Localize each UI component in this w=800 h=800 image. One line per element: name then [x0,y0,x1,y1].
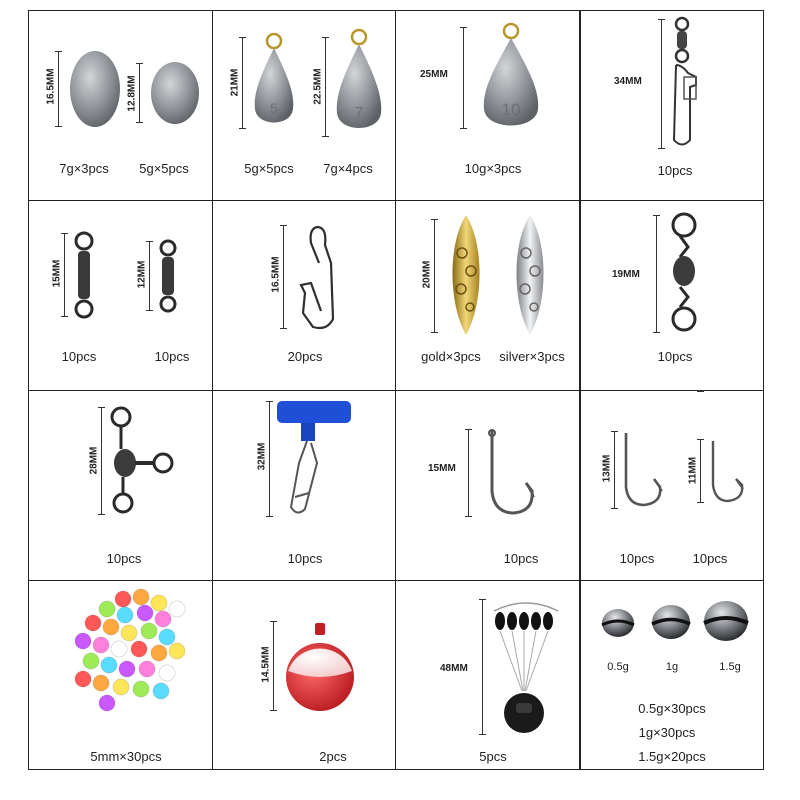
split-shot-icon [702,599,750,643]
split-shot-icon [600,607,636,639]
dimension-label: 15MM [428,463,456,474]
dimension-bar [269,401,270,517]
snap-icon [295,223,345,333]
cell-bobbers [213,581,395,771]
quantity-label: 0.5g×30pcs [638,701,706,716]
dimension-bar [661,19,662,149]
sinker-slide-icon [275,397,355,527]
bead [75,633,91,649]
bead [151,595,167,611]
dimension-label: 28MM [88,446,100,475]
quantity-label: 1g×30pcs [638,725,696,740]
dimension-bar [700,439,701,503]
cell-bell-sinkers [213,11,395,200]
quantity-label: 10pcs [692,551,728,566]
spinner-blade-icon [508,213,552,337]
dimension-bar [64,233,65,317]
quantity-label: gold×3pcs [421,349,481,364]
dimension-bar [149,241,150,311]
bell-sinker-icon [249,31,299,131]
cell-float-stoppers [396,581,579,771]
quantity-label: 10pcs [503,551,539,566]
sinker-mark: 7 [354,104,364,121]
dimension-bar [434,219,435,333]
weight-label: 1.5g [719,661,741,673]
cell-split-shot [580,581,765,771]
dimension-bar [242,37,243,129]
quantity-label: 7g×4pcs [323,161,373,176]
dimension-bar [325,37,326,137]
quantity-label: 10pcs [657,163,693,178]
bead [75,671,91,687]
cell-snap-swivel [580,11,765,200]
quantity-label: 5g×5pcs [139,161,189,176]
bead [83,653,99,669]
bell-sinker-icon [331,27,387,135]
quantity-label: 10pcs [619,551,655,566]
dimension-label: 19MM [612,269,640,280]
dimension-label: 12.8MM [126,75,138,112]
bead [111,641,127,657]
bead [159,629,175,645]
quantity-label: 10pcs [106,551,142,566]
cell-hooks-15mm [396,391,579,580]
quantity-label: 7g×3pcs [59,161,109,176]
cell-barrel-swivel [580,201,765,390]
quantity-label: 10pcs [154,349,190,364]
dimension-bar [273,621,274,711]
bead [101,657,117,673]
dimension-label: 20MM [421,260,433,289]
dimension-bar [139,63,140,123]
bead [169,643,185,659]
float-stopper-icon [486,591,566,741]
dimension-label: 48MM [440,663,468,674]
bead [141,623,157,639]
dimension-bar [58,51,59,127]
bead [169,601,185,617]
dimension-label: 13MM [601,454,613,483]
cell-sinker-slides [213,391,395,580]
bead [115,591,131,607]
cell-spinner-blades [396,201,579,390]
dimension-label: 32MM [256,442,268,471]
split-shot-icon [650,603,692,641]
quantity-label: 20pcs [287,349,323,364]
quantity-label: 10pcs [61,349,97,364]
cell-rolling-swivels [29,201,212,390]
dimension-label: 15MM [51,259,63,288]
bead [117,607,133,623]
dimension-bar [283,225,284,329]
hook-icon [620,431,670,511]
bead [85,615,101,631]
dimension-bar [468,429,469,517]
quantity-label: 10g×3pcs [464,161,522,176]
bead [103,619,119,635]
bead [137,605,153,621]
bead [153,683,169,699]
bead [99,601,115,617]
bead [113,679,129,695]
beads-icon [63,591,193,721]
cell-beads [29,581,212,771]
quantity-label: 5g×5pcs [244,161,294,176]
egg-sinker-icon [147,59,207,129]
quantity-label: 1.5g×20pcs [638,749,706,764]
quantity-label: 5pcs [479,749,507,764]
cell-egg-sinkers [29,11,212,200]
bead [133,589,149,605]
cell-large-sinker [396,11,579,200]
dimension-label: 12MM [136,260,148,289]
egg-sinker-icon [65,49,125,129]
rolling-swivel-icon [153,239,183,315]
bead [151,645,167,661]
quantity-label: 10pcs [287,551,323,566]
barrel-swivel-icon [664,211,704,335]
bead [93,637,109,653]
snap-swivel-icon [668,15,708,150]
three-way-swivel-icon [107,405,177,515]
dimension-bar [463,27,464,129]
weight-label: 1g [665,661,679,673]
sinker-mark: 10 [501,100,521,119]
bead [155,611,171,627]
bobber-icon [283,621,359,717]
bead [119,661,135,677]
dimension-label: 34MM [614,76,642,87]
quantity-label: 5mm×30pcs [90,749,162,764]
cell-hooks-small [580,391,765,580]
cell-snaps [213,201,395,390]
dimension-label: 16.5MM [45,68,57,105]
rolling-swivel-icon [69,231,99,321]
quantity-label: silver×3pcs [499,349,565,364]
dimension-bar [101,407,102,515]
quantity-label: 2pcs [319,749,347,764]
spinner-blade-icon [444,213,488,337]
bead [131,641,147,657]
cell-three-way-swivel [29,391,212,580]
hook-icon [708,439,754,509]
dimension-label: 21MM [229,68,241,97]
dimension-bar [614,431,615,509]
bead [93,675,109,691]
bead [139,661,155,677]
hook-icon [480,427,540,517]
bead [121,625,137,641]
dimension-label: 14.5MM [260,646,272,683]
bead [99,695,115,711]
weight-label: 0.5g [607,661,629,673]
dimension-bar [656,215,657,333]
bead [133,681,149,697]
dimension-bar [482,599,483,735]
dimension-label: 22.5MM [312,68,324,105]
dimension-label: 11MM [687,456,699,485]
dimension-label: 16.5MM [270,256,282,293]
quantity-label: 10pcs [657,349,693,364]
dimension-label: 25MM [420,69,448,80]
bell-sinker-icon [476,21,546,131]
sinker-mark: 5 [270,100,278,116]
bead [159,665,175,681]
product-grid [28,10,764,770]
